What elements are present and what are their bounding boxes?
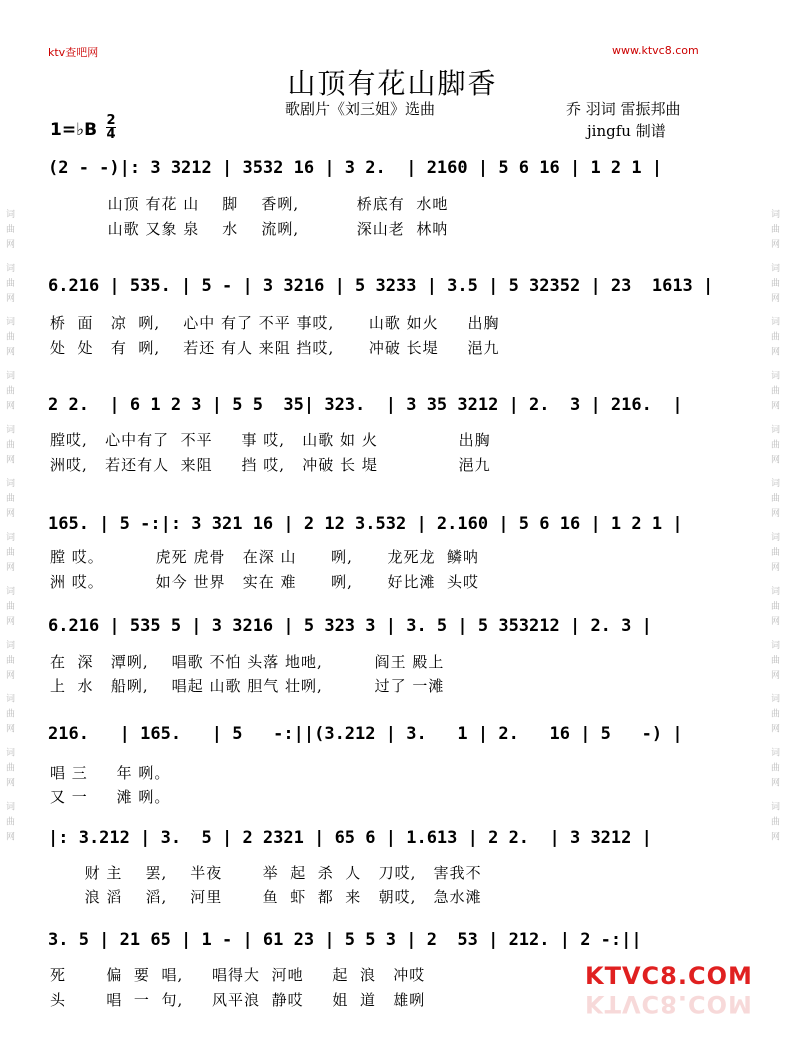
notation-line-6: 216. | 165. | 5 -:||(3.212 | 3. 1 | 2. 16 | 5 -) | <box>48 724 683 744</box>
notation-line-4: 165. | 5 -:|: 3 321 16 | 2 12 3.532 | 2.160 | 5 6 16 | 1 2 1 | <box>48 514 683 534</box>
notation-line-7: |: 3.212 | 3. 5 | 2 2321 | 65 6 | 1.613 | 2 2. | 3 3212 | <box>48 828 652 848</box>
notation-line-1: (2 - -)|: 3 3212 | 3532 16 | 3 2. | 2160 | 5 6 16 | 1 2 1 | <box>48 158 663 178</box>
side-watermark-left: 词曲网 词曲网 词曲网 词曲网 词曲网 词曲网 词曲网 词曲网 词曲网 词曲网 词曲网 词曲网 <box>4 209 14 847</box>
lyric-line-7b: 浪 滔 滔, 河里 鱼 虾 都 来 朝哎, 急水滩 <box>50 888 482 906</box>
meter-top: 2 <box>106 113 116 128</box>
lyric-line-6b: 又 一 滩 咧。 <box>50 788 171 806</box>
lyric-line-8b: 头 唱 一 句, 风平浪 静哎 姐 道 雄咧 <box>50 991 426 1009</box>
lyric-line-6a: 唱 三 年 咧。 <box>50 764 171 782</box>
lyric-line-2a: 桥 面 凉 咧, 心中 有了 不平 事哎, 山歌 如火 出胸 <box>50 314 500 332</box>
lyric-line-4a: 膛 哎。 虎死 虎骨 在深 山 咧, 龙死龙 鳞呐 <box>50 548 480 566</box>
song-credits: 乔 羽词 雷振邦曲 <box>566 100 681 118</box>
lyric-line-3a: 膛哎, 心中有了 不平 事 哎, 山歌 如 火 出胸 <box>50 431 491 449</box>
site-logo-reflection: KTVC8.COM <box>585 990 753 1018</box>
key-signature: 1=♭B <box>50 120 98 140</box>
meter-bottom: 4 <box>106 127 116 142</box>
notation-line-8: 3. 5 | 21 65 | 1 - | 61 23 | 5 5 3 | 2 53 | 212. | 2 -:|| <box>48 930 642 950</box>
side-watermark-right: 词曲网 词曲网 词曲网 词曲网 词曲网 词曲网 词曲网 词曲网 词曲网 词曲网 词曲网 词曲网 <box>769 209 779 847</box>
lyric-line-3b: 洲哎, 若还有人 来阻 挡 哎, 冲破 长 堤 浥九 <box>50 456 491 474</box>
lyric-line-4b: 洲 哎。 如今 世界 实在 难 咧, 好比滩 头哎 <box>50 573 480 591</box>
lyric-line-7a: 财 主 罢, 半夜 举 起 杀 人 刀哎, 害我不 <box>50 864 482 882</box>
score-arranger: jingfu 制谱 <box>587 122 666 140</box>
lyric-line-1a: 山顶 有花 山 脚 香咧, 桥底有 水吔 <box>50 195 449 213</box>
site-name-left[interactable]: ktv查吧网 <box>48 46 99 59</box>
lyric-line-5b: 上 水 船咧, 唱起 山歌 胆气 壮咧, 过了 一滩 <box>50 677 445 695</box>
site-logo-watermark: KTVC8.COM <box>585 962 753 990</box>
notation-line-2: 6.216 | 535. | 5 - | 3 3216 | 5 3233 | 3.5 | 5 32352 | 23 1613 | <box>48 276 714 296</box>
lyric-line-8a: 死 偏 要 唱, 唱得大 河吔 起 浪 冲哎 <box>50 966 426 984</box>
lyric-line-1b: 山歌 又象 泉 水 流咧, 深山老 林呐 <box>50 220 449 238</box>
lyric-line-2b: 处 处 有 咧, 若还 有人 来阻 挡哎, 冲破 长堤 浥九 <box>50 339 500 357</box>
song-subtitle: 歌剧片《刘三姐》选曲 <box>285 100 436 118</box>
notation-line-5: 6.216 | 535 5 | 3 3216 | 5 323 3 | 3. 5 | 5 353212 | 2. 3 | <box>48 616 652 636</box>
time-signature <box>106 114 116 141</box>
lyric-line-5a: 在 深 潭咧, 唱歌 不怕 头落 地吔, 阎王 殿上 <box>50 653 445 671</box>
site-url-right[interactable]: www.ktvc8.com <box>612 44 699 57</box>
song-title: 山顶有花山脚香 <box>287 67 498 100</box>
notation-line-3: 2 2. | 6 1 2 3 | 5 5 35| 323. | 3 35 3212 | 2. 3 | 216. | <box>48 395 683 415</box>
